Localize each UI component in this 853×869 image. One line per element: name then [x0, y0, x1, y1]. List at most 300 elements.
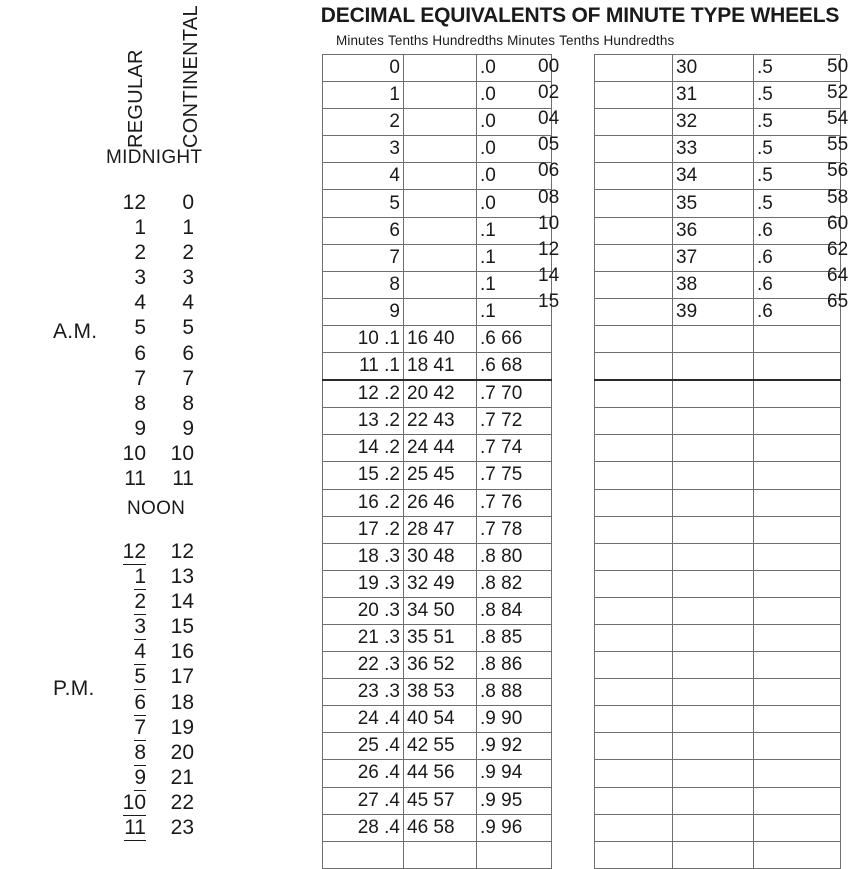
minutes-cell: 20 .3 — [323, 597, 404, 624]
hour-row — [100, 565, 220, 590]
minutes-cell — [595, 652, 673, 679]
hundredths-cell: .7 75 — [477, 462, 552, 489]
hour-conversion-panel — [0, 0, 312, 840]
table-row — [595, 733, 841, 760]
table-row — [595, 814, 841, 841]
hour-row — [100, 590, 220, 615]
table-row — [595, 298, 841, 325]
continental-hour-value: 4 — [182, 291, 194, 315]
page-title: DECIMAL EQUIVALENTS OF MINUTE TYPE WHEELS — [320, 4, 840, 27]
minutes-cell — [595, 814, 673, 841]
table-row — [595, 190, 841, 217]
hundredths-cell: .1 — [477, 271, 552, 298]
middle-cell — [404, 298, 477, 325]
minutes-cell: 23 .3 — [323, 679, 404, 706]
minutes-cell — [595, 597, 673, 624]
decimal-table-right — [594, 54, 841, 869]
minutes-cell — [595, 706, 673, 733]
hundredths-cell: .1 — [477, 244, 552, 271]
minutes-cell: 7 — [323, 244, 404, 271]
middle-cell — [404, 136, 477, 163]
regular-hour-value: 10 — [122, 441, 146, 465]
minutes-cell — [595, 760, 673, 787]
table-row — [595, 760, 841, 787]
middle-cell — [673, 516, 754, 543]
hour-row — [100, 665, 220, 690]
minutes-cell — [595, 462, 673, 489]
middle-cell: 22 43 — [404, 408, 477, 435]
hundredths-cell: .6 — [754, 298, 841, 325]
hundredths-cell: .5 — [754, 55, 841, 82]
hour-row — [100, 367, 220, 392]
hundredths-cell: .7 78 — [477, 516, 552, 543]
hour-row — [100, 615, 220, 640]
minutes-cell: 4 — [323, 163, 404, 190]
hour-row — [100, 467, 220, 492]
continental-hour-value: 17 — [170, 665, 194, 689]
hundredths-cell — [754, 706, 841, 733]
table-row — [323, 244, 552, 271]
hundredths-cell — [754, 733, 841, 760]
table-row — [323, 760, 552, 787]
left-table-outer-value: 02 — [538, 82, 560, 104]
continental-hour-value: 19 — [170, 715, 194, 739]
minutes-cell: 0 — [323, 55, 404, 82]
middle-cell — [673, 489, 754, 516]
hundredths-cell — [754, 624, 841, 651]
middle-cell: 35 — [673, 190, 754, 217]
continental-hour-value: 5 — [182, 316, 194, 340]
middle-cell — [673, 462, 754, 489]
minutes-cell — [595, 543, 673, 570]
middle-cell: 36 — [673, 217, 754, 244]
middle-cell — [404, 217, 477, 244]
continental-hour-value: 15 — [170, 615, 194, 639]
minutes-cell — [595, 841, 673, 868]
hour-row — [100, 417, 220, 442]
table-row — [323, 841, 552, 868]
minutes-cell — [595, 298, 673, 325]
middle-cell — [673, 652, 754, 679]
middle-cell: 44 56 — [404, 760, 477, 787]
hundredths-cell — [754, 462, 841, 489]
middle-cell: 37 — [673, 244, 754, 271]
column-header-3: Minutes — [507, 33, 556, 48]
middle-cell — [404, 271, 477, 298]
middle-cell — [673, 408, 754, 435]
minutes-cell — [595, 435, 673, 462]
hundredths-cell: .8 88 — [477, 679, 552, 706]
middle-cell: 28 47 — [404, 516, 477, 543]
hundredths-cell: .5 — [754, 163, 841, 190]
continental-hour-value: 0 — [182, 191, 194, 214]
minutes-cell: 18 .3 — [323, 543, 404, 570]
table-row — [595, 55, 841, 82]
table-row — [323, 652, 552, 679]
right-table-outer-value: 58 — [827, 186, 849, 208]
hundredths-cell: .9 90 — [477, 706, 552, 733]
middle-cell — [404, 163, 477, 190]
continental-hour-value: 9 — [182, 416, 194, 440]
continental-hour-value: 21 — [170, 765, 194, 789]
minutes-cell — [595, 109, 673, 136]
middle-cell: 45 57 — [404, 787, 477, 814]
minutes-cell — [595, 271, 673, 298]
middle-cell — [404, 109, 477, 136]
hundredths-cell: .8 84 — [477, 597, 552, 624]
table-row — [595, 244, 841, 271]
middle-cell: 30 — [673, 55, 754, 82]
regular-hour-value: 7 — [134, 366, 146, 390]
table-row — [595, 109, 841, 136]
hundredths-cell — [754, 570, 841, 597]
hundredths-cell: .9 94 — [477, 760, 552, 787]
hour-row — [100, 816, 220, 841]
minutes-cell — [595, 787, 673, 814]
hundredths-cell — [754, 489, 841, 516]
table-row — [323, 706, 552, 733]
middle-cell: 26 46 — [404, 489, 477, 516]
regular-hour-value: 8 — [134, 740, 146, 764]
hour-row — [100, 316, 220, 341]
table-row — [323, 814, 552, 841]
table-row — [595, 787, 841, 814]
column-label-regular: REGULAR — [125, 49, 147, 148]
minutes-cell — [595, 55, 673, 82]
regular-hour-value: 9 — [134, 765, 146, 789]
table-row — [323, 570, 552, 597]
continental-hour-value: 7 — [182, 366, 194, 390]
table-row — [595, 435, 841, 462]
hour-row — [100, 691, 220, 716]
table-row — [595, 217, 841, 244]
table-row — [323, 597, 552, 624]
table-row — [323, 516, 552, 543]
hundredths-cell — [754, 435, 841, 462]
hundredths-cell: .7 70 — [477, 380, 552, 408]
middle-cell — [673, 543, 754, 570]
middle-cell: 16 40 — [404, 325, 477, 352]
minutes-cell: 16 .2 — [323, 489, 404, 516]
hundredths-cell — [754, 325, 841, 352]
table-row — [595, 489, 841, 516]
minutes-cell: 27 .4 — [323, 787, 404, 814]
minutes-cell: 10 .1 — [323, 325, 404, 352]
middle-cell: 34 — [673, 163, 754, 190]
continental-hour-value: 22 — [170, 790, 194, 814]
minutes-cell — [595, 353, 673, 381]
noon-label: NOON — [127, 498, 186, 519]
middle-cell: 35 51 — [404, 624, 477, 651]
hundredths-cell: .8 85 — [477, 624, 552, 651]
left-table-outer-value: 12 — [538, 238, 560, 260]
table-row — [595, 462, 841, 489]
minutes-cell — [595, 325, 673, 352]
middle-cell — [404, 841, 477, 868]
table-row — [323, 136, 552, 163]
table-row — [595, 325, 841, 352]
continental-hour-value: 11 — [172, 467, 194, 491]
pm-hour-list — [100, 540, 220, 841]
column-header-5: Hundredths — [603, 33, 675, 48]
table-row — [323, 408, 552, 435]
right-table-outer-value: 62 — [827, 238, 849, 260]
table-row — [595, 163, 841, 190]
table-row — [595, 516, 841, 543]
hour-row — [100, 241, 220, 266]
regular-hour-value: 4 — [134, 291, 146, 315]
middle-cell — [673, 380, 754, 408]
decimal-table-left-body — [323, 55, 552, 869]
regular-hour-value: 12 — [122, 540, 146, 563]
middle-cell: 18 41 — [404, 353, 477, 381]
hundredths-cell: .9 95 — [477, 787, 552, 814]
middle-cell: 20 42 — [404, 380, 477, 408]
regular-hour-value: 9 — [134, 416, 146, 440]
table-row — [595, 271, 841, 298]
hundredths-cell — [754, 597, 841, 624]
middle-cell: 36 52 — [404, 652, 477, 679]
hundredths-cell: .9 96 — [477, 814, 552, 841]
minutes-cell: 22 .3 — [323, 652, 404, 679]
middle-cell — [673, 435, 754, 462]
minutes-cell: 3 — [323, 136, 404, 163]
hundredths-cell: .5 — [754, 190, 841, 217]
middle-cell: 24 44 — [404, 435, 477, 462]
middle-cell: 32 — [673, 109, 754, 136]
table-row — [595, 841, 841, 868]
column-label-continental: CONTINENTAL — [180, 5, 202, 148]
hundredths-cell: .6 68 — [477, 353, 552, 381]
table-row — [323, 435, 552, 462]
continental-hour-value: 12 — [170, 540, 194, 563]
hundredths-cell: .5 — [754, 136, 841, 163]
hundredths-cell: .7 72 — [477, 408, 552, 435]
hundredths-cell: .7 76 — [477, 489, 552, 516]
middle-cell — [404, 190, 477, 217]
regular-hour-value: 2 — [134, 241, 146, 265]
right-table-outer-value: 52 — [827, 82, 849, 104]
minutes-cell: 13 .2 — [323, 408, 404, 435]
regular-hour-value: 6 — [134, 690, 146, 714]
regular-hour-value: 11 — [124, 467, 146, 491]
minutes-cell — [595, 217, 673, 244]
hundredths-cell — [477, 841, 552, 868]
hundredths-cell — [754, 516, 841, 543]
minutes-cell: 28 .4 — [323, 814, 404, 841]
left-table-outer-value: 00 — [538, 56, 560, 77]
middle-cell — [404, 82, 477, 109]
minutes-cell: 19 .3 — [323, 570, 404, 597]
hundredths-cell: .0 — [477, 109, 552, 136]
continental-hour-value: 2 — [182, 241, 194, 265]
continental-hour-value: 1 — [182, 216, 194, 240]
column-header-4: Tenths — [559, 33, 600, 48]
table-row — [595, 679, 841, 706]
hundredths-cell: .7 74 — [477, 435, 552, 462]
hundredths-cell — [754, 760, 841, 787]
middle-cell: 30 48 — [404, 543, 477, 570]
hour-row — [100, 266, 220, 291]
minutes-cell — [595, 408, 673, 435]
hundredths-cell: .5 — [754, 109, 841, 136]
table-row — [595, 597, 841, 624]
hundredths-cell: .6 — [754, 217, 841, 244]
minutes-cell — [595, 82, 673, 109]
middle-cell — [673, 597, 754, 624]
minutes-cell — [595, 190, 673, 217]
hundredths-cell — [754, 841, 841, 868]
minutes-cell — [595, 489, 673, 516]
regular-hour-value: 7 — [134, 715, 146, 739]
table-row — [323, 325, 552, 352]
hundredths-cell: .0 — [477, 163, 552, 190]
hundredths-cell: .8 82 — [477, 570, 552, 597]
continental-hour-value: 10 — [170, 441, 194, 465]
hour-row — [100, 540, 220, 565]
minutes-cell — [595, 570, 673, 597]
middle-cell: 25 45 — [404, 462, 477, 489]
middle-cell — [673, 787, 754, 814]
am-hour-list — [100, 191, 220, 492]
middle-cell: 38 — [673, 271, 754, 298]
hour-row — [100, 791, 220, 816]
table-row — [323, 624, 552, 651]
middle-cell: 46 58 — [404, 814, 477, 841]
table-row — [595, 82, 841, 109]
pm-period-label: P.M. — [53, 677, 95, 700]
hundredths-cell: .6 — [754, 271, 841, 298]
right-table-outer-value: 55 — [827, 134, 849, 156]
continental-hour-value: 20 — [170, 740, 194, 764]
minutes-cell — [595, 516, 673, 543]
middle-cell — [673, 325, 754, 352]
regular-hour-value: 2 — [134, 590, 146, 614]
column-header-1: Tenths — [387, 33, 429, 48]
continental-hour-value: 14 — [170, 590, 194, 614]
table-row — [323, 190, 552, 217]
table-row — [323, 82, 552, 109]
hour-row — [100, 716, 220, 741]
hour-row — [100, 392, 220, 417]
hour-row — [100, 442, 220, 467]
table-row — [595, 408, 841, 435]
left-table-outer-value: 15 — [538, 290, 560, 312]
regular-hour-value: 3 — [134, 615, 146, 639]
minutes-cell: 2 — [323, 109, 404, 136]
minutes-cell: 6 — [323, 217, 404, 244]
decimal-table-right-body — [595, 55, 841, 869]
continental-hour-value: 3 — [182, 266, 194, 290]
minutes-cell: 11 .1 — [323, 353, 404, 381]
table-row — [323, 298, 552, 325]
table-row — [323, 787, 552, 814]
hundredths-cell — [754, 679, 841, 706]
regular-hour-value: 8 — [134, 391, 146, 415]
hour-row — [100, 741, 220, 766]
table-row — [323, 380, 552, 408]
minutes-cell — [595, 136, 673, 163]
midnight-label: MIDNIGHT — [106, 147, 203, 168]
left-table-outer-value: 10 — [538, 212, 560, 234]
left-table-outer-value: 04 — [538, 108, 560, 130]
minutes-cell: 8 — [323, 271, 404, 298]
right-table-outer-value: 60 — [827, 212, 849, 234]
minutes-cell: 17 .2 — [323, 516, 404, 543]
minutes-cell — [595, 624, 673, 651]
continental-hour-value: 6 — [182, 341, 194, 365]
right-table-outer-value: 50 — [827, 56, 849, 77]
hundredths-cell — [754, 814, 841, 841]
continental-hour-value: 13 — [170, 565, 194, 589]
table-row — [323, 217, 552, 244]
hour-row — [100, 342, 220, 367]
table-row — [595, 624, 841, 651]
hundredths-cell — [754, 353, 841, 381]
hundredths-cell: .8 80 — [477, 543, 552, 570]
middle-cell — [673, 760, 754, 787]
middle-cell — [673, 353, 754, 381]
table-row — [323, 271, 552, 298]
middle-cell — [673, 733, 754, 760]
hundredths-cell: .0 — [477, 190, 552, 217]
regular-hour-value: 11 — [124, 816, 146, 840]
hundredths-cell: .0 — [477, 136, 552, 163]
continental-hour-value: 8 — [182, 391, 194, 415]
middle-cell — [673, 706, 754, 733]
regular-hour-value: 4 — [134, 640, 146, 664]
hundredths-cell: .6 66 — [477, 325, 552, 352]
minutes-cell: 26 .4 — [323, 760, 404, 787]
table-row — [323, 109, 552, 136]
regular-hour-value: 6 — [134, 341, 146, 365]
table-column-headers — [336, 33, 678, 48]
regular-hour-value: 5 — [134, 665, 146, 689]
minutes-cell: 21 .3 — [323, 624, 404, 651]
minutes-cell: 14 .2 — [323, 435, 404, 462]
hour-row — [100, 640, 220, 665]
minutes-cell — [323, 841, 404, 868]
column-header-0: Minutes — [336, 33, 384, 48]
left-table-outer-value: 08 — [538, 186, 560, 208]
middle-cell: 40 54 — [404, 706, 477, 733]
middle-cell: 34 50 — [404, 597, 477, 624]
left-table-outer-value: 06 — [538, 160, 560, 182]
middle-cell — [404, 55, 477, 82]
right-table-outer-value: 56 — [827, 160, 849, 182]
table-row — [323, 489, 552, 516]
minutes-cell — [595, 244, 673, 271]
hundredths-cell — [754, 408, 841, 435]
hour-row — [100, 216, 220, 241]
continental-hour-value: 16 — [170, 640, 194, 664]
hour-row — [100, 766, 220, 791]
minutes-cell: 12 .2 — [323, 380, 404, 408]
am-period-label: A.M. — [53, 320, 98, 343]
hour-row — [100, 191, 220, 216]
minutes-cell — [595, 163, 673, 190]
table-row — [595, 570, 841, 597]
left-table-outer-value: 05 — [538, 134, 560, 156]
table-row — [323, 679, 552, 706]
middle-cell — [673, 624, 754, 651]
minutes-cell: 15 .2 — [323, 462, 404, 489]
hundredths-cell — [754, 787, 841, 814]
table-row — [595, 353, 841, 381]
hundredths-cell — [754, 380, 841, 408]
table-row — [595, 380, 841, 408]
regular-hour-value: 1 — [134, 216, 146, 240]
